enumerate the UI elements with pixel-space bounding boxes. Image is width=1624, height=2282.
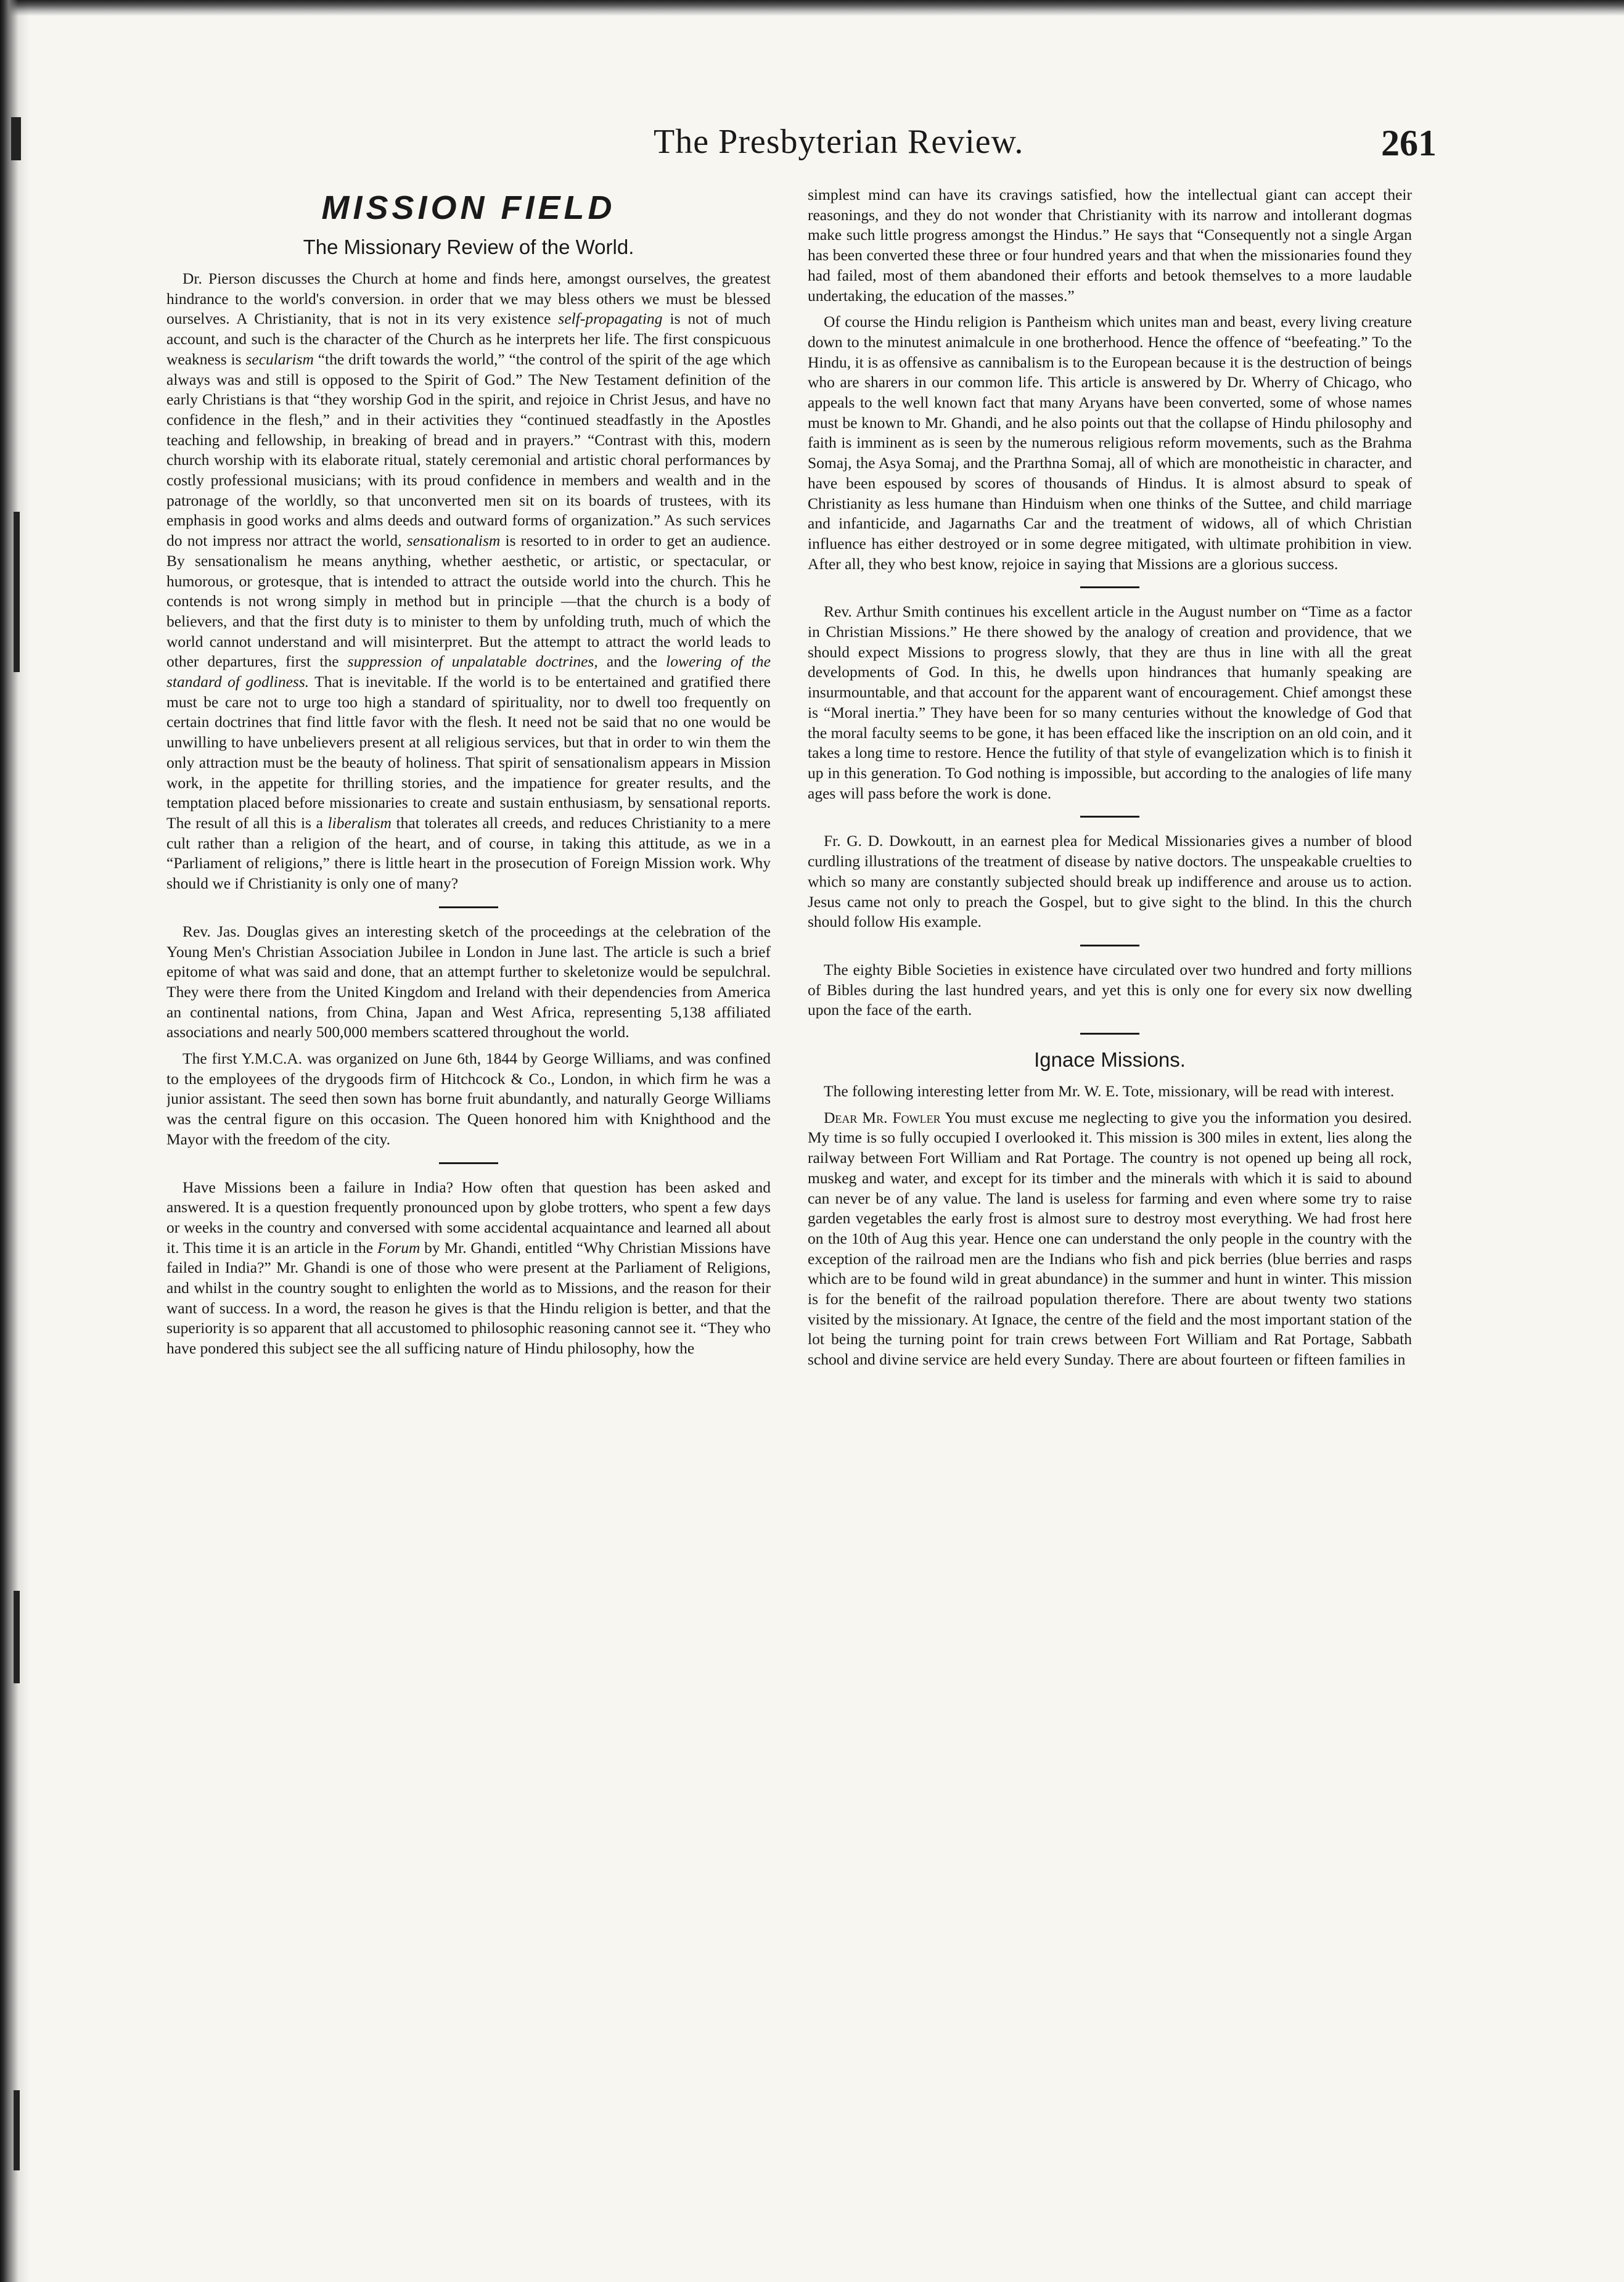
paragraph [166,269,771,894]
left-column [166,185,771,2251]
italic-run: sensationalism [406,532,501,550]
divider-rule [1080,945,1139,946]
paragraph: Rev. Jas. Douglas gives an interesting sketch of the proceedings at the celebration of the Young Men's Christian Association Jubilee in London in June last. The article is such a brief epitome of what was said and done, that an attempt further to skeletonize would be sepulchral. They were there from the United Kingdom and Ireland with their dependencies from America an continental nations, from China, Japan and West Africa, representing 5,138 affiliated associations and nearly 500,000 members scattered throughout the world. [166,922,771,1041]
divider-rule [439,1162,498,1164]
journal-title: The Presbyterian Review. [654,123,1024,161]
binding-mark [14,2090,20,2170]
divider-rule [439,906,498,908]
article-heading: Ignace Missions. [1034,1048,1186,1072]
paragraph: Fr. G. D. Dowkoutt, in an earnest plea for Medical Missionaries gives a number of blood curdling illustrations of the treatment of disease by native doctors. The unspeakable cruelties to which so many are constantly subjected should break up indifference and arouse us to action. Jesus came not only to preach the Gospel, but to give sight to the blind. In this the church should follow His example. [808,832,1412,931]
paragraph [166,1178,771,1359]
article-heading: The Missionary Review of the World. [303,236,634,258]
paragraph: The first Y.M.C.A. was organized on June 6th, 1844 by George Williams, and was confined to the employees of the drygoods firm of Hitchcock & Co., London, in which firm he was a junior assistant. The seed then sown has borne fruit abundantly, and naturally George Williams was the central figure on this occasion. The Queen honored him with Knighthood and the Mayor with the freedom of the city. [166,1049,771,1148]
paragraph: simplest mind can have its cravings satisfied, how the intellectual giant can accept their reasonings, and they do not wonder that Christianity with its narrow and intollerant dogmas make such little progress amongst the Hindus.” He says that “Consequently not a single Argan has been converted these three or four hundred years and that when the missionaries found they had failed, most of them abandoned their efforts and betook themselves to a more laudable undertaking, the education of the masses.” [808,186,1412,305]
italic-run: self-propagating [558,310,663,328]
italic-run: Forum [377,1238,420,1257]
divider-rule [1080,1033,1139,1035]
right-column [808,185,1412,2251]
divider-rule [1080,816,1139,818]
text-run: by Mr. Ghandi, entitled “Why Christian Missions have failed in India?” Mr. Ghandi is one of those who were present at the Parliament of Religions, and whilst in the country sought to enlighten the world as to Missions, and the reason for their want of success. In a word, the reason he gives is that the Hindu religion is better, and that the superiority is so apparent that all accustomed to philosophic reasoning cannot see it. “They who have pondered this subject see the all sufficing nature of Hindu philosophy, how the [166,1238,771,1358]
text-run: Dr. Pierson discusses the Church at home and finds here, amongst ourselves, the greatest hindrance to the world's conversion. in order that we may bless others we must be blessed ourselves. A Christianity, that is not in its very existence [166,269,771,328]
scan-top-edge [0,0,1624,16]
paragraph [808,1108,1412,1370]
salutation: Dear Mr. Fowler [824,1108,941,1127]
italic-run: suppression of unpalatable doctrines, [347,652,598,671]
paragraph: The eighty Bible Societies in existence have circulated over two hundred and forty millions of Bibles during the last hundred years, and yet this is only one for every six now dwelling upon the face of the earth. [808,960,1412,1019]
italic-run: liberalism [327,813,392,832]
text-run: “the drift towards the world,” “the control of the spirit of the age which always was and still is opposed to the Spirit of God.” The New Testament definition of the early Christians is that “they worship God in the spirit, and rejoice in Christ Jesus, and have no confidence in the flesh,” and in their activities they “continued steadfastly in the Apostles teaching and fellowship, in breaking of bread and in prayers.” “Contrast with this, modern church worship with its elaborate ritual, stately ceremonial and artistic choral performances by costly professional musicians; with its proud confidence in members and wealth and in the patronage of the worldly, so that unconverted men sit on its boards of trustees, with its emphasis in good works and alms deeds and outward forms of organization.” As such services do not impress nor attract the world, [166,350,771,550]
text-run: is not of much account, and such is the character of the Church as he interprets her life. The first conspicuous weakness is [166,310,771,368]
binding-mark [11,117,21,160]
paragraph: Rev. Arthur Smith continues his excellent article in the August number on “Time as a factor in Christian Missions.” He there showed by the analogy of creation and providence, that we should expect Missions to progress slowly, that they are thus in line with all the great developments of God. In this, he dwells upon hindrances that humanly speaking are insurmountable, and that account for the apparent want of encouragement. Chief amongst these is “Moral inertia.” They have been for so many centuries without the knowledge of God that the moral faculty seems to be gone, it has been effaced like the inscription on an old coin, and it takes a long time to restore. Hence the futility of that style of evangelization which is to finish it up in this generation. To God nothing is impossible, but according to the analogies of life many ages will pass before the work is done. [808,602,1412,802]
page-header [641,122,1437,178]
paragraph: The following interesting letter from Mr. W. E. Tote, missionary, will be read with interest. [824,1082,1395,1101]
text-run: That is inevitable. If the world is to be entertained and gratified there must be care not to urge too high a standard of spirituality, nor to dwell too frequently on certain doctrines that find little favor with the flesh. It need not be said that no one would be unwilling to have unbelievers present at all religious services, but that in order to win them the only attraction must be the beauty of holiness. That spirit of sensationalism appears in Mission work, in the appetite for thrilling stories, and the impatience for greater results, and the temptation placed before missionaries to create and sustain enthusiasm, by sensational reports. The result of all this is a [166,673,771,832]
text-run: You must excuse me neglecting to give you the information you desired. My time is so fully occupied I overlooked it. This mission is 300 miles in extent, lies along the railway between Fort William and Rat Portage. The country is not opened up being all rock, muskeg and water, and except for its timber and the minerals with which it is said to abound can never be of any value. The land is useless for farming and even where some try to raise garden vegetables the early frost is almost sure to destroy most everything. We had frost here on the 10th of Aug this year. Hence one can understand the only people in the country with the exception of the railroad men are the Indians who fish and pick berries (blue berries and rasps which are to be found wild in great abundance) in the summer and hunt in winter. This mission is for the benefit of the railroad population therefore. There are about twenty two stations visited by the missionary. At Ignace, the centre of the field and the most important station of the lot being the turning point for train crews between Fort William and Rat Portage, Sabbath school and divine service are held every Sunday. There are about fourteen or fifteen families in [808,1108,1412,1369]
page-number: 261 [1381,123,1437,163]
text-run: is resorted to in order to get an audience. By sensationalism he means anything, whether aesthetic, or artistic, or spectacular, or humorous, or grotesque, that is intended to attract the outside world into the church. This he contends is not wrong simply in method but in principle —that the church is a body of believers, and that the first duty is to minister to them by unfolding truth, much of which the world cannot understand and will misinterpret. But the attempt to attract the world leads to other departures, first the [166,532,771,671]
text-run: and the [597,652,666,671]
binding-mark [14,512,20,672]
binding-mark [14,1591,20,1683]
paragraph: Of course the Hindu religion is Pantheism which unites man and beast, every living creature down to the minutest animalcule in one brotherhood. Hence the offence of “beefeating.” To the Hindu, it is as offensive as cannibalism is to the European because it is the destruction of beings who are sharers in our common life. This article is answered by Dr. Wherry of Chicago, who appeals to the well known fact that many Aryans have been converted, some of whose names must be known to Mr. Ghandi, and he also points out that the collapse of Hindu philosophy and faith is imminent as is seen by the numerous religious reform movements, such as the Brahma Somaj, the Asya Somaj, and the Prarthna Somaj, all of which are monotheistic in character, and have been espoused by scores of thousands of Hindus. It is almost absurd to speak of Christianity as less humane than Hinduism when one thinks of the Suttee, and child marriage and infanticide, and Jagarnaths Car and the treatment of widows, all of which Christian influence has either destroyed or in some degree mitigated, with ultimate prohibition in view. After all, they who best know, rejoice in saying that Missions are a glorious success. [808,313,1412,573]
italic-run: secularism [245,350,314,368]
italic-run: lowering of the standard of godliness. [166,652,771,691]
text-run: Have Missions been a failure in India? How often that question has been asked and answered. It is a question frequently pronounced upon by globe trotters, who spent a few days or weeks in the country and conversed with some accidental acquaintance and learned all about it. This time it is an article in the [166,1178,771,1257]
divider-rule [1080,586,1139,588]
scan-left-edge [0,0,30,2282]
text-run: that tolerates all creeds, and reduces Christianity to a mere cult rather than a religion of the heart, and of course, in taking this attitude, as we in a “Parliament of religions,” there is little heart in the prosecution of Foreign Mission work. Why should we if Christianity is only one of many? [166,813,771,893]
section-banner: MISSION FIELD [321,189,616,226]
